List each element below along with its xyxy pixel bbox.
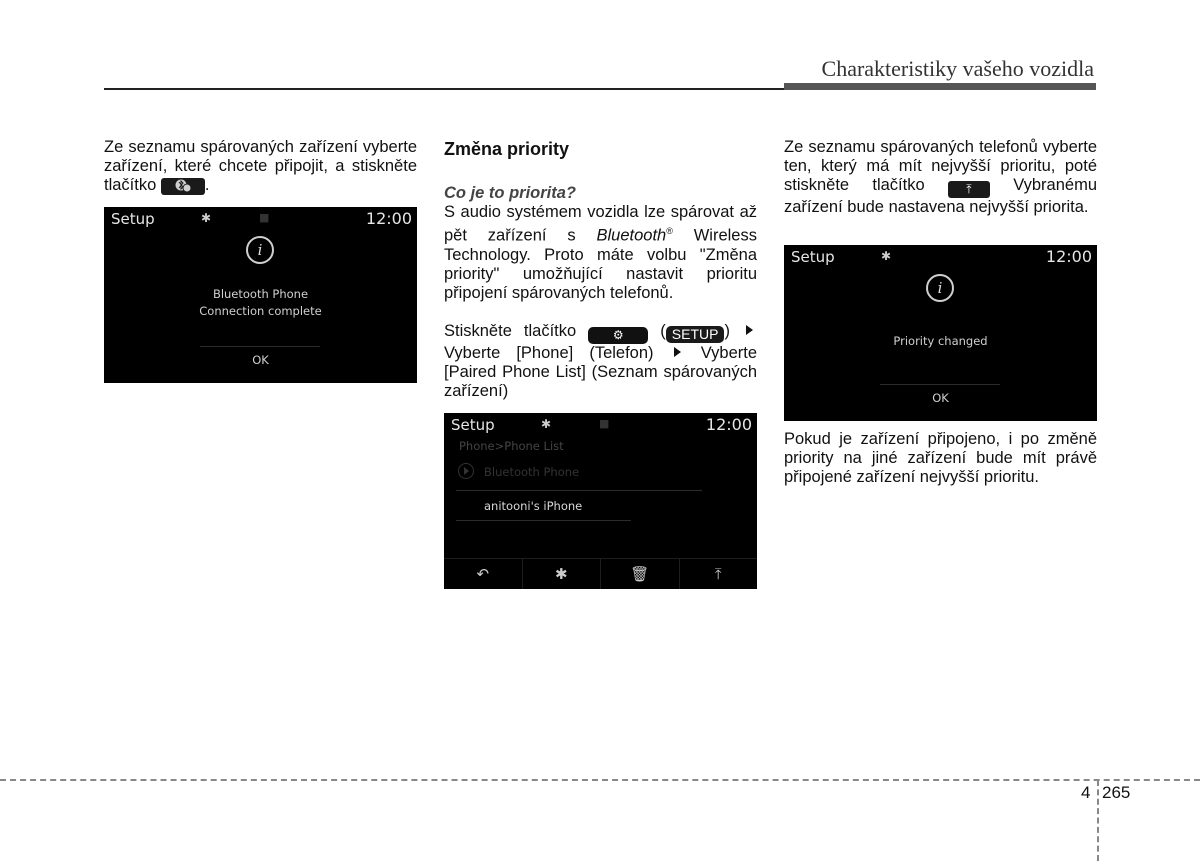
section-heading: Změna priority [444,139,570,159]
paragraph: Ze seznamu spárovaných telefonů vyberte ten, který má mít nejvyšší prioritu, poté stiskněte tlačítko ⤒ Vybranému zařízení bude nastavena nejvyšší priorita. [784,138,1097,216]
paragraph: S audio systémem vozidla lze spárovat až pět zařízení s Bluetooth® Wireless Technology. Proto máte volbu "Změna priority" umožňující nastavit prioritu připojení spárovaných telefonů. [444,203,757,302]
screen-title: Setup [451,416,495,434]
header-rule [104,88,784,90]
list-item-selected[interactable]: anitooni's iPhone [484,499,583,513]
chapter-number: 4 [1081,783,1091,802]
header-rule-accent [784,83,1096,90]
bluetooth-icon: ✱ [541,417,552,431]
column-3-bottom [784,430,1097,487]
setup-button: SETUP [666,326,725,343]
footer-divider [1097,780,1099,861]
screen-priority-changed [784,245,1097,421]
screen-phone-list [444,413,757,589]
divider [200,346,320,347]
delete-icon[interactable]: 🗑︎ [601,559,680,589]
screen-title: Setup [791,248,835,266]
paragraph: Stiskněte tlačítko ⚙ ( SETUP ) Vyberte [Phone] (Telefon) Vyberte [Paired Phone List] (Seznam spárovaných zařízení) [444,321,758,400]
column-2 [444,138,757,401]
back-icon[interactable]: ↶ [444,559,523,589]
screen-connection-complete [104,207,417,383]
column-3 [784,138,1097,217]
divider [456,490,702,491]
bluetooth-connect-button-icon [161,178,205,195]
subheading: Co je to priorita? [444,184,576,202]
paragraph: Pokud je zařízení připojeno, i po změně priority na jiné zařízení bude mít právě připojené zařízení nejvyšší prioritu. [784,430,1097,486]
message: Priority changed [893,334,988,348]
paragraph: Ze seznamu spárovaných zařízení vyberte zařízení, které chcete připojit, a stiskněte tlačítko . [104,138,417,194]
clock: 12:00 [705,415,752,434]
message-line-2: Connection complete [199,304,322,318]
bluetooth-icon: ✱ [201,211,212,225]
gear-button-icon: ⚙ [588,327,648,344]
divider [456,520,631,521]
ok-button[interactable]: OK [932,391,949,405]
softkey-bar [444,558,757,589]
priority-up-button-icon: ⤒ [948,181,990,198]
play-icon [458,463,474,479]
clock: 12:00 [365,209,412,228]
status-icon: ■ [599,417,610,430]
footer-rule [0,779,1200,781]
info-icon: i [246,236,274,264]
arrow-right-icon [746,325,753,335]
page-number: 265 [1102,783,1131,802]
running-header: Charakteristiky vašeho vozidla [821,56,1094,81]
status-icon: ■ [259,211,270,224]
screen-title: Setup [111,210,155,228]
divider [880,384,1000,385]
priority-up-icon[interactable]: ⤒ [714,565,722,583]
column-1 [104,138,417,195]
breadcrumb: Phone>Phone List [459,439,564,453]
bluetooth-connect-icon[interactable]: ✱ [523,559,602,589]
list-item[interactable]: Bluetooth Phone [484,465,580,479]
ok-button[interactable]: OK [252,353,269,367]
message-line-1: Bluetooth Phone [212,287,309,301]
arrow-right-icon [674,347,681,357]
bluetooth-icon: ✱ [881,249,892,263]
clock: 12:00 [1045,247,1092,266]
info-icon: i [926,274,954,302]
